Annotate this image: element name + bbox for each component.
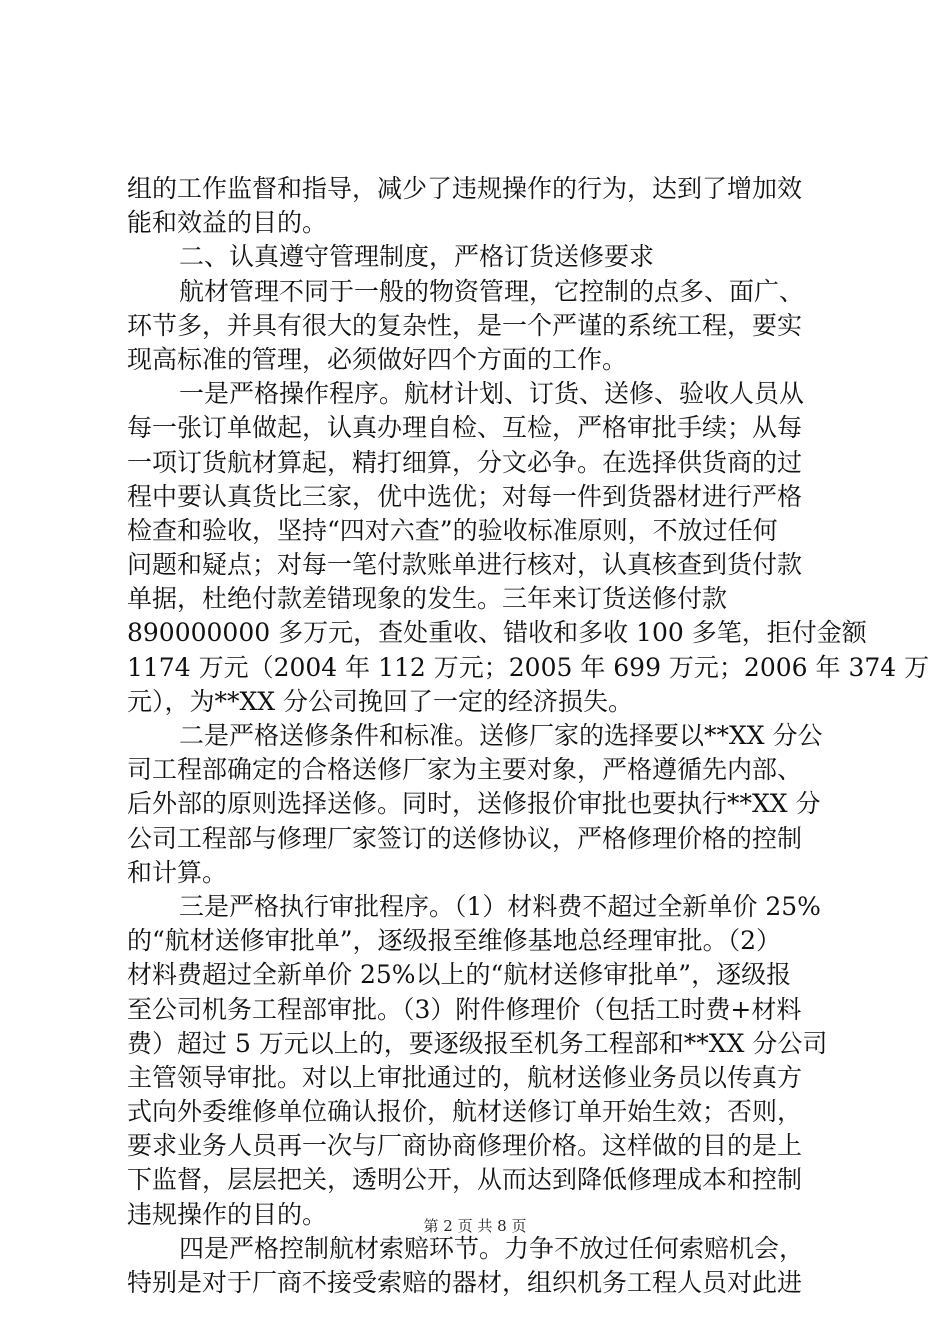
text-line: 式向外委维修单位确认报价，航材送修订单开始生效；否则， (127, 1097, 803, 1127)
text-line: 违规操作的目的。 (127, 1199, 328, 1229)
text-line: 航材管理不同于一般的物资管理，它控制的点多、面广、 (179, 276, 805, 306)
text-line: 后外部的原则选择送修。同时，送修报价审批也要执行**XX 分 (127, 789, 821, 819)
text-line: 下监督，层层把关，透明公开，从而达到降低修理成本和控制 (127, 1165, 803, 1195)
text-line: 要求业务人员再一次与厂商协商修理价格。这样做的目的是上 (127, 1131, 803, 1161)
text-line: 单据，杜绝付款差错现象的发生。三年来订货送修付款 (127, 584, 728, 614)
text-line: 能和效益的目的。 (127, 208, 328, 238)
text-line: 公司工程部与修理厂家签订的送修协议，严格修理价格的控制 (127, 823, 803, 853)
text-line: 二是严格送修条件和标准。送修厂家的选择要以**XX 分公 (179, 721, 823, 750)
text-line: 每一张订单做起，认真办理自检、互检，严格审批手续；从每 (127, 413, 803, 443)
text-line: 检查和验收，坚持“四对六查”的验收标准原则，不放过任何 (127, 515, 778, 545)
text-line: 和计算。 (127, 857, 228, 887)
text-line: 一项订货航材算起，精打细算，分文必争。在选择供货商的过 (127, 447, 803, 477)
text-line: 的“航材送修审批单”，逐级报至维修基地总经理审批。（2） (127, 926, 781, 956)
text-line: 一是严格操作程序。航材计划、订货、送修、验收人员从 (179, 379, 805, 409)
text-line: 司工程部确定的合格送修厂家为主要对象，严格遵循先内部、 (127, 755, 803, 785)
text-line: 二、认真遵守管理制度，严格订货送修要求 (179, 242, 655, 272)
text-line: 环节多，并具有很大的复杂性，是一个严谨的系统工程，要实 (127, 310, 803, 340)
text-line: 元），为**XX 分公司挽回了一定的经济损失。 (127, 686, 634, 716)
text-line: 四是严格控制航材索赔环节。力争不放过任何索赔机会， (179, 1233, 805, 1263)
text-line: 现高标准的管理，必须做好四个方面的工作。 (127, 344, 628, 374)
page-footer: 第 2 页 共 8 页 (423, 1217, 527, 1235)
text-line: 1174 万元（2004 年 112 万元；2005 年 699 万元；2006 年 374 万 (127, 652, 930, 682)
text-line: 费）超过 5 万元以上的，要逐级报至机务工程部和**XX 分公司 (127, 1028, 828, 1058)
text-line: 三是严格执行审批程序。（1）材料费不超过全新单价 25% (179, 891, 821, 921)
text-line: 至公司机务工程部审批。（3）附件修理价（包括工时费+材料 (127, 994, 802, 1024)
text-line: 问题和疑点；对每一笔付款账单进行核对，认真核查到货付款 (127, 550, 803, 580)
text-line: 特别是对于厂商不接受索赔的器材，组织机务工程人员对此进 (127, 1268, 803, 1297)
text-line: 组的工作监督和指导，减少了违规操作的行为，达到了增加效 (127, 174, 803, 203)
document-body (127, 172, 930, 1300)
text-line: 材料费超过全新单价 25%以上的“航材送修审批单”，逐级报 (127, 960, 792, 990)
text-line: 主管领导审批。对以上审批通过的，航材送修业务员以传真方 (127, 1062, 803, 1092)
text-line: 890000000 多万元，查处重收、错收和多收 100 多笔，拒付金额 (127, 618, 867, 648)
text-line: 程中要认真货比三家，优中选优；对每一件到货器材进行严格 (127, 481, 803, 511)
